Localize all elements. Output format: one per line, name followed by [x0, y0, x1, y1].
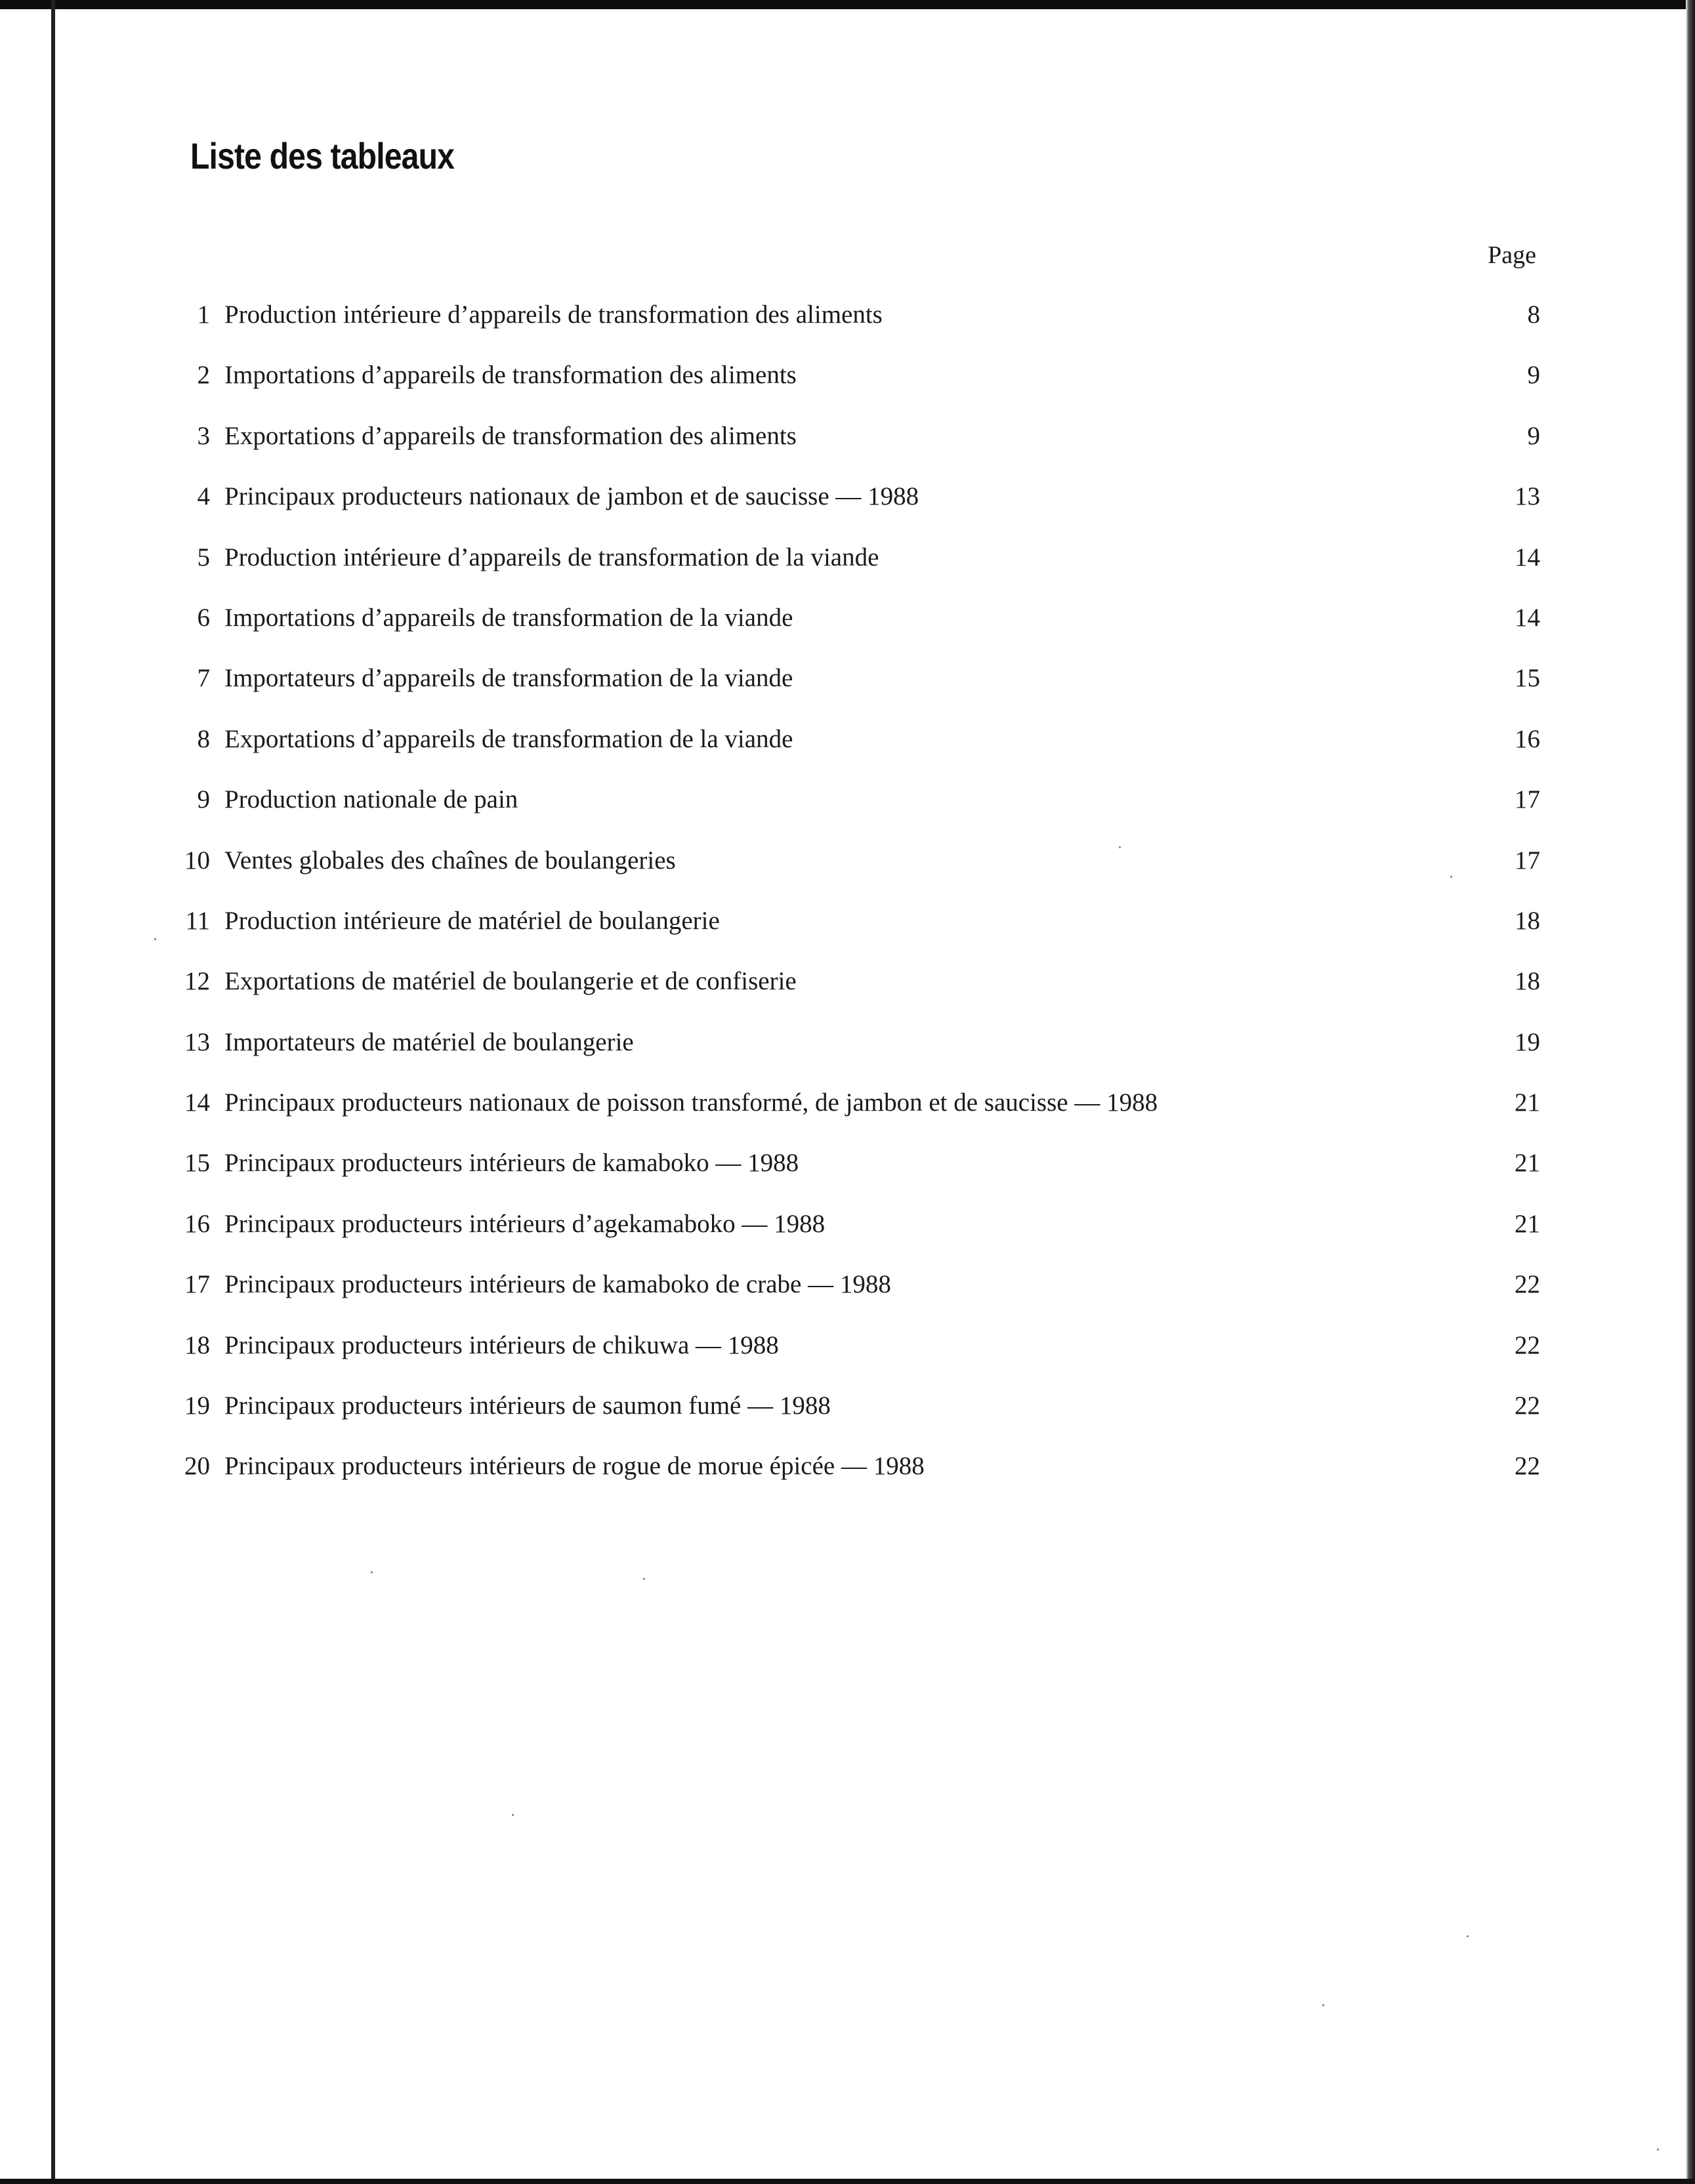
toc-entry-page: 19	[1515, 1027, 1540, 1056]
toc-row	[172, 1326, 1540, 1386]
toc-entry-number: 6	[197, 603, 210, 632]
toc-entry-page: 18	[1515, 906, 1540, 935]
toc-entry-page: 16	[1515, 724, 1540, 753]
toc-entry-page: 21	[1515, 1088, 1540, 1117]
toc-row	[172, 1023, 1540, 1083]
toc-entry-page: 14	[1515, 603, 1540, 632]
toc-entry-page: 9	[1527, 421, 1540, 450]
toc-entry-number: 17	[184, 1270, 210, 1299]
toc-row	[172, 720, 1540, 780]
toc-entry-title: Importations d’appareils de transformation des aliments	[224, 361, 797, 390]
toc-row	[172, 1386, 1540, 1447]
scan-speck	[1322, 2004, 1324, 2006]
toc-entry-page: 15	[1515, 664, 1540, 693]
scan-speck	[371, 1571, 373, 1573]
toc-entry-page: 9	[1527, 361, 1540, 390]
toc-entry-number: 9	[197, 785, 210, 814]
toc-row	[172, 295, 1540, 356]
toc-entry-number: 3	[197, 421, 210, 450]
scan-bottom-border	[0, 2179, 1695, 2184]
toc-entry-title: Importateurs d’appareils de transformation de la viande	[224, 664, 793, 693]
toc-entry-title: Production nationale de pain	[224, 785, 518, 814]
toc-entry-page: 22	[1515, 1270, 1540, 1299]
toc-entry-number: 11	[185, 906, 210, 935]
toc-entry-title: Principaux producteurs nationaux de poisson transformé, de jambon et de saucisse — 1988	[224, 1088, 1158, 1117]
toc-entry-number: 13	[184, 1027, 210, 1056]
toc-row	[172, 901, 1540, 962]
toc-entry-number: 15	[184, 1149, 210, 1178]
toc-entry-title: Production intérieure d’appareils de transformation des aliments	[224, 300, 883, 329]
scan-speck	[512, 1814, 514, 1816]
scan-left-border	[51, 0, 55, 2184]
toc-entry-title: Principaux producteurs intérieurs de kamaboko de crabe — 1988	[224, 1270, 891, 1299]
toc-entry-title: Exportations d’appareils de transformation de la viande	[224, 724, 793, 753]
toc-entry-page: 22	[1515, 1391, 1540, 1420]
toc-row	[172, 356, 1540, 416]
toc-entry-page: 21	[1515, 1149, 1540, 1178]
scan-speck	[1467, 1935, 1469, 1937]
toc-row	[172, 1265, 1540, 1325]
toc-row	[172, 962, 1540, 1022]
toc-entry-title: Production intérieure d’appareils de transformation de la viande	[224, 543, 879, 571]
scan-speck	[643, 1578, 645, 1580]
toc-row	[172, 1447, 1540, 1507]
toc-entry-number: 20	[184, 1452, 210, 1481]
scan-speck	[154, 938, 156, 940]
toc-entry-number: 10	[184, 846, 210, 875]
toc-entry-title: Exportations d’appareils de transformation des aliments	[224, 421, 797, 450]
toc-row	[172, 417, 1540, 477]
toc-entry-number: 1	[197, 300, 210, 329]
toc-entry-number: 14	[184, 1088, 210, 1117]
toc-entry-title: Importations d’appareils de transformation de la viande	[224, 603, 793, 632]
scan-right-border	[1686, 0, 1695, 2184]
toc-row	[172, 477, 1540, 537]
toc-entry-page: 21	[1515, 1209, 1540, 1238]
page-column-header: Page	[1488, 241, 1536, 269]
toc-entry-title: Principaux producteurs nationaux de jambon et de saucisse — 1988	[224, 482, 919, 511]
toc-entry-title: Exportations de matériel de boulangerie et de confiserie	[224, 967, 797, 996]
toc-entry-number: 5	[197, 543, 210, 571]
toc-entry-title: Importateurs de matériel de boulangerie	[224, 1027, 634, 1056]
toc-entry-title: Production intérieure de matériel de boulangerie	[224, 906, 720, 935]
toc-entry-number: 12	[184, 967, 210, 996]
toc-row	[172, 538, 1540, 598]
toc-entry-page: 17	[1515, 846, 1540, 875]
toc-entry-page: 13	[1515, 482, 1540, 511]
toc-entry-title: Ventes globales des chaînes de boulangeries	[224, 846, 676, 875]
toc-entry-number: 16	[184, 1209, 210, 1238]
toc-entry-title: Principaux producteurs intérieurs d’agekamaboko — 1988	[224, 1209, 826, 1238]
toc-entry-number: 2	[197, 361, 210, 390]
scan-top-border	[0, 0, 1695, 9]
toc-entry-page: 8	[1527, 300, 1540, 329]
toc-row	[172, 841, 1540, 901]
toc-row	[172, 1083, 1540, 1144]
toc-entry-number: 7	[197, 664, 210, 693]
page-title: Liste des tableaux	[190, 135, 455, 176]
toc-entry-title: Principaux producteurs intérieurs de chikuwa — 1988	[224, 1330, 779, 1359]
toc-entry-number: 19	[184, 1391, 210, 1420]
toc-entry-page: 18	[1515, 967, 1540, 996]
toc-entry-page: 17	[1515, 785, 1540, 814]
toc-row	[172, 598, 1540, 659]
toc-entry-title: Principaux producteurs intérieurs de saumon fumé — 1988	[224, 1391, 831, 1420]
toc-entry-number: 8	[197, 724, 210, 753]
toc-row	[172, 659, 1540, 719]
toc-row	[172, 1205, 1540, 1265]
toc-entry-page: 22	[1515, 1330, 1540, 1359]
toc-row	[172, 780, 1540, 840]
toc-entry-number: 18	[184, 1330, 210, 1359]
toc-entry-title: Principaux producteurs intérieurs de kamaboko — 1988	[224, 1149, 799, 1178]
toc-entry-page: 14	[1515, 543, 1540, 571]
toc-row	[172, 1144, 1540, 1204]
scan-speck	[1657, 2149, 1659, 2151]
table-of-contents	[172, 295, 1540, 1508]
toc-entry-number: 4	[197, 482, 210, 511]
toc-entry-page: 22	[1515, 1452, 1540, 1481]
toc-entry-title: Principaux producteurs intérieurs de rogue de morue épicée — 1988	[224, 1452, 925, 1481]
